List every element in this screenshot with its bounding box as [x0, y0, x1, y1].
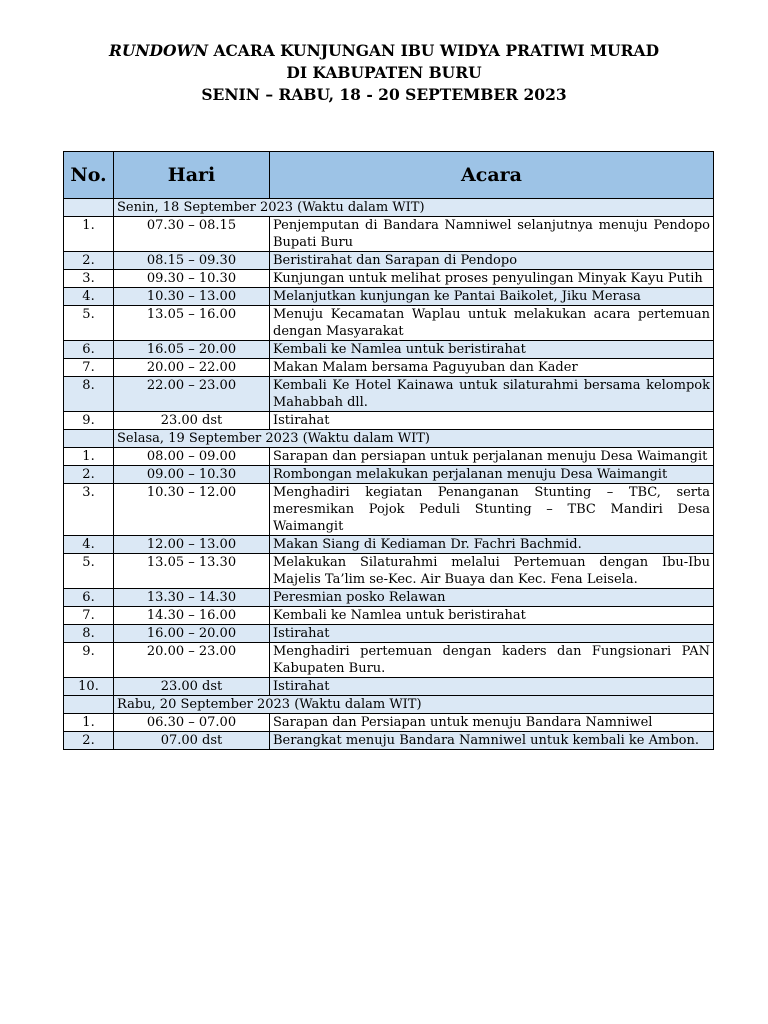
row-time: 20.00 – 23.00 [114, 643, 270, 678]
row-number: 1. [64, 714, 114, 732]
table-row [64, 306, 714, 341]
table-row [64, 252, 714, 270]
column-header-no: No. [64, 152, 114, 199]
table-row [64, 643, 714, 678]
row-time: 09.00 – 10.30 [114, 466, 270, 484]
document-title [0, 40, 768, 106]
row-time: 16.00 – 20.00 [114, 625, 270, 643]
row-number: 10. [64, 678, 114, 696]
title-rundown: RUNDOWN [108, 41, 209, 60]
table-row [64, 714, 714, 732]
table-row [64, 678, 714, 696]
table-row [64, 217, 714, 252]
table-row [64, 732, 714, 750]
day-section-label: Senin, 18 September 2023 (Waktu dalam WIT) [114, 199, 714, 217]
table-row [64, 270, 714, 288]
row-activity: Menghadiri kegiatan Penanganan Stunting – TBC, serta meresmikan Pojok Peduli Stunting – TBC Mandiri Desa Waimangit [270, 484, 714, 536]
row-number: 3. [64, 484, 114, 536]
row-number: 9. [64, 412, 114, 430]
row-number: 4. [64, 536, 114, 554]
table-row [64, 607, 714, 625]
day-section-spacer [64, 696, 114, 714]
row-time: 13.05 – 16.00 [114, 306, 270, 341]
row-time: 10.30 – 12.00 [114, 484, 270, 536]
row-time: 08.00 – 09.00 [114, 448, 270, 466]
row-activity: Menghadiri pertemuan dengan kaders dan Fungsionari PAN Kabupaten Buru. [270, 643, 714, 678]
row-time: 23.00 dst [114, 678, 270, 696]
row-activity: Kunjungan untuk melihat proses penyulingan Minyak Kayu Putih [270, 270, 714, 288]
row-number: 9. [64, 643, 114, 678]
table-row [64, 625, 714, 643]
row-number: 4. [64, 288, 114, 306]
row-activity: Makan Siang di Kediaman Dr. Fachri Bachmid. [270, 536, 714, 554]
row-activity: Kembali Ke Hotel Kainawa untuk silaturahmi bersama kelompok Mahabbah dll. [270, 377, 714, 412]
row-number: 7. [64, 359, 114, 377]
row-activity: Berangkat menuju Bandara Namniwel untuk kembali ke Ambon. [270, 732, 714, 750]
row-time: 08.15 – 09.30 [114, 252, 270, 270]
row-time: 07.30 – 08.15 [114, 217, 270, 252]
title-event: ACARA KUNJUNGAN IBU WIDYA PRATIWI MURAD [208, 41, 660, 60]
row-time: 13.05 – 13.30 [114, 554, 270, 589]
row-activity: Melakukan Silaturahmi melalui Pertemuan dengan Ibu-Ibu Majelis Ta’lim se-Kec. Air Buaya dan Kec. Fena Leisela. [270, 554, 714, 589]
day-section-spacer [64, 430, 114, 448]
row-number: 7. [64, 607, 114, 625]
row-activity: Sarapan dan Persiapan untuk menuju Bandara Namniwel [270, 714, 714, 732]
row-activity: Menuju Kecamatan Waplau untuk melakukan acara pertemuan dengan Masyarakat [270, 306, 714, 341]
row-activity: Istirahat [270, 625, 714, 643]
day-section-row [64, 430, 714, 448]
row-number: 2. [64, 252, 114, 270]
row-activity: Rombongan melakukan perjalanan menuju Desa Waimangit [270, 466, 714, 484]
row-time: 13.30 – 14.30 [114, 589, 270, 607]
row-time: 09.30 – 10.30 [114, 270, 270, 288]
row-number: 6. [64, 589, 114, 607]
table-row [64, 484, 714, 536]
row-time: 14.30 – 16.00 [114, 607, 270, 625]
row-time: 10.30 – 13.00 [114, 288, 270, 306]
day-section-label: Selasa, 19 September 2023 (Waktu dalam WIT) [114, 430, 714, 448]
row-number: 5. [64, 554, 114, 589]
row-time: 23.00 dst [114, 412, 270, 430]
row-activity: Melanjutkan kunjungan ke Pantai Baikolet, Jiku Merasa [270, 288, 714, 306]
rundown-table [63, 151, 714, 750]
title-line-3: SENIN – RABU, 18 - 20 SEPTEMBER 2023 [201, 85, 567, 104]
row-number: 2. [64, 466, 114, 484]
title-line-2: DI KABUPATEN BURU [286, 63, 482, 82]
row-number: 1. [64, 217, 114, 252]
row-time: 06.30 – 07.00 [114, 714, 270, 732]
row-activity: Beristirahat dan Sarapan di Pendopo [270, 252, 714, 270]
column-header-acara: Acara [270, 152, 714, 199]
table-row [64, 359, 714, 377]
row-time: 07.00 dst [114, 732, 270, 750]
row-number: 6. [64, 341, 114, 359]
row-number: 5. [64, 306, 114, 341]
table-row [64, 448, 714, 466]
table-header-row [64, 152, 714, 199]
row-number: 8. [64, 625, 114, 643]
row-number: 3. [64, 270, 114, 288]
title-line-1 [0, 40, 768, 62]
row-activity: Makan Malam bersama Paguyuban dan Kader [270, 359, 714, 377]
table-row [64, 536, 714, 554]
row-number: 2. [64, 732, 114, 750]
row-number: 8. [64, 377, 114, 412]
row-time: 12.00 – 13.00 [114, 536, 270, 554]
row-time: 20.00 – 22.00 [114, 359, 270, 377]
row-activity: Kembali ke Namlea untuk beristirahat [270, 607, 714, 625]
row-activity: Peresmian posko Relawan [270, 589, 714, 607]
row-activity: Istirahat [270, 678, 714, 696]
table-row [64, 412, 714, 430]
table-row [64, 377, 714, 412]
day-section-row [64, 696, 714, 714]
row-activity: Penjemputan di Bandara Namniwel selanjutnya menuju Pendopo Bupati Buru [270, 217, 714, 252]
rundown-body [64, 199, 714, 750]
row-time: 16.05 – 20.00 [114, 341, 270, 359]
row-number: 1. [64, 448, 114, 466]
row-activity: Istirahat [270, 412, 714, 430]
day-section-label: Rabu, 20 September 2023 (Waktu dalam WIT) [114, 696, 714, 714]
row-activity: Kembali ke Namlea untuk beristirahat [270, 341, 714, 359]
table-row [64, 589, 714, 607]
table-row [64, 288, 714, 306]
column-header-hari: Hari [114, 152, 270, 199]
row-time: 22.00 – 23.00 [114, 377, 270, 412]
day-section-spacer [64, 199, 114, 217]
table-row [64, 554, 714, 589]
table-row [64, 466, 714, 484]
day-section-row [64, 199, 714, 217]
table-row [64, 341, 714, 359]
row-activity: Sarapan dan persiapan untuk perjalanan menuju Desa Waimangit [270, 448, 714, 466]
